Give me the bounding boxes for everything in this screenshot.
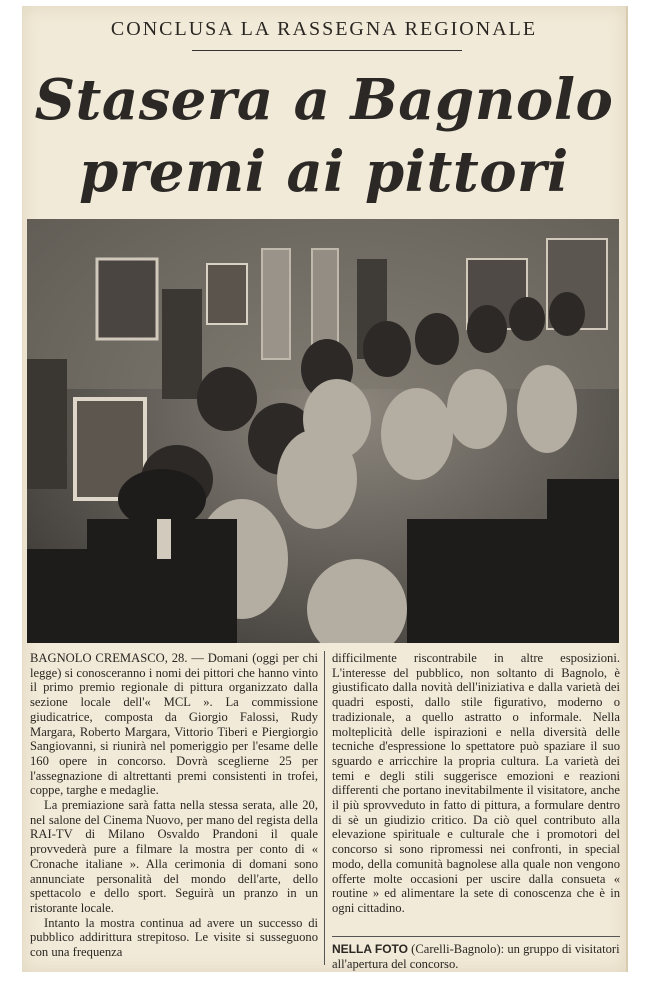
article-left-column bbox=[30, 651, 318, 960]
headline-line-2: premi ai pittori bbox=[79, 139, 569, 205]
article-paragraph: La premiazione sarà fatta nella stessa serata, alle 20, nel salone del Cinema Nuovo, per mano del regista della RAI-TV di Milano Osvaldo Prandoni il quale provvederà pure a filmare la mostra per conto di « Cronache italiane ». Alla cerimonia di domani sono annunciate personalità del mondo dell'arte, dello spettacolo e dello sport. Seguirà un pranzo in un ristorante locale. bbox=[30, 798, 318, 915]
kicker: CONCLUSA LA RASSEGNA REGIONALE bbox=[110, 18, 538, 40]
headline-line-1: Stasera a Bagnolo bbox=[34, 67, 614, 133]
photo-illustration bbox=[27, 219, 619, 643]
headline bbox=[22, 64, 626, 208]
caption-rule bbox=[332, 936, 620, 937]
article-paragraph: difficilmente riscontrabile in altre esposizioni. L'interesse del pubblico, non soltanto di Bagnolo, è giustificato dalla novità dell'iniziativa e dalla varietà dei quadri esposti, dallo stile figurativo, moderno o tradizionale, a quello astratto o informale. Nella molteplicità delle ispirazioni e nella diversità delle tecniche d'espressione lo spettatore può spaziare il suo sguardo e arricchire la propria cultura. La varietà dei temi e degli stili suggerisce emozioni e reazioni differenti che portano inevitabilmente il visitatore, anche il più sprovveduto in fatto di pittura, a formulare dentro di sè un giudizio critico. Da ciò quel contributo alla elevazione spirituale e culturale che i promotori del concorso si sono ripromessi nei confronti, in special modo, della comunità bagnolese alla quale non vengono offerte molte occasioni per uscire dalla consueta « routine » ed alimentare la sete di conoscenza che è in ogni cittadino. bbox=[332, 651, 620, 915]
column-divider bbox=[324, 651, 325, 965]
article-paragraph: BAGNOLO CREMASCO, 28. — Domani (oggi per chi legge) si conosceranno i nomi dei pittori che hanno vinto il primo premio regionale di pittura organizzato dalla sezione locale dell'« MCL ». La commissione giudicatrice, composta da Giorgio Falossi, Rudy Margara, Roberto Margara, Vittorio Tiberi e Piergiorgio Sangiovanni, si riunirà nel pomeriggio per l'esame delle 160 opere in concorso. Dovrà sceglierne 25 per l'assegnazione di altrettanti premi consistenti in trofei, coppe, targhe e medaglie. bbox=[30, 651, 318, 798]
newspaper-clipping bbox=[22, 6, 628, 972]
article-paragraph: Intanto la mostra continua ad avere un successo di pubblico addirittura strepitoso. Le visite si susseguono con una frequenza bbox=[30, 915, 318, 960]
exhibition-crowd-photo bbox=[27, 219, 619, 643]
kicker-rule bbox=[192, 50, 462, 51]
caption-label: NELLA FOTO bbox=[332, 942, 408, 956]
photo-caption bbox=[332, 942, 620, 971]
article-right-column bbox=[332, 651, 620, 916]
caption-text: (Carelli-Bagnolo): un gruppo di visitatori all'apertura del concorso. bbox=[332, 942, 620, 971]
